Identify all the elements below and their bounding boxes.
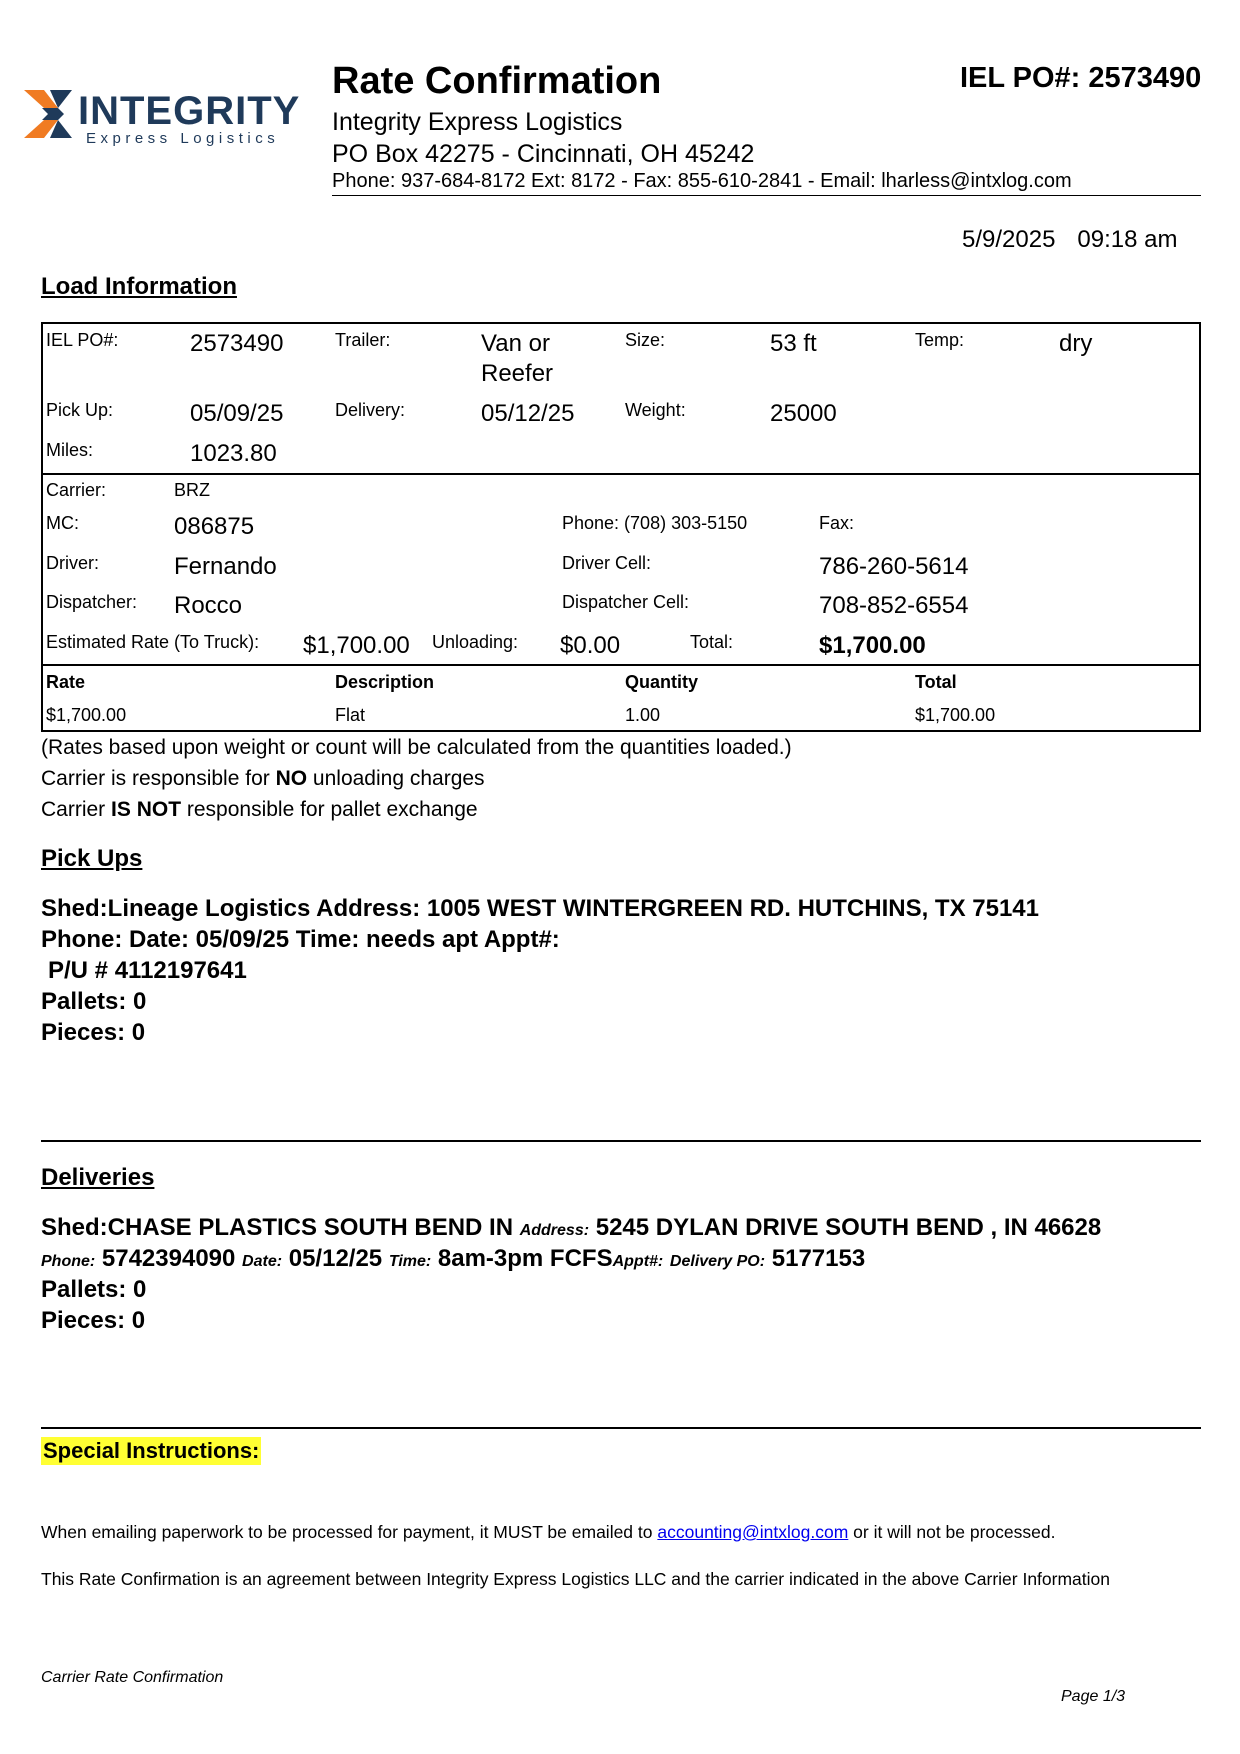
total-cell: $1,700.00 [915, 705, 996, 725]
driver-cell-label: Driver Cell: [562, 553, 652, 573]
payment-email-post: or it will not be processed. [848, 1522, 1056, 1542]
deliveries-heading: Deliveries [41, 1164, 155, 1191]
delivery-time-label: Time: [388, 1253, 432, 1270]
dispatcher-value: Rocco [174, 592, 243, 619]
rate-table [41, 664, 1201, 732]
pickup-label: Pick Up: [46, 400, 114, 420]
logo-main-text: INTEGRITY [78, 89, 301, 133]
header-po-number: IEL PO#: 2573490 [960, 62, 1202, 94]
payment-email-note [41, 1522, 1055, 1543]
company-name: Integrity Express Logistics [332, 108, 623, 136]
logo-sub-text: Express Logistics [86, 130, 280, 147]
page-number: Page 1/3 [1061, 1688, 1126, 1705]
delivery-po: 5177153 [771, 1245, 866, 1272]
footer-document-name: Carrier Rate Confirmation [41, 1669, 224, 1686]
driver-label: Driver: [46, 553, 99, 573]
trailer-value-line1: Van or [481, 330, 550, 357]
temp-value: dry [1059, 330, 1093, 357]
miles-label: Miles: [46, 440, 94, 460]
delivery-address: 5245 DYLAN DRIVE SOUTH BEND , IN 46628 [595, 1214, 1102, 1241]
description-cell: Flat [335, 705, 366, 725]
deliveries-divider [41, 1427, 1201, 1429]
carrier-value: BRZ [174, 480, 210, 500]
weight-value: 25000 [770, 400, 837, 427]
dispatcher-cell-value: 708-852-6554 [819, 592, 969, 619]
delivery-date-label: Date: [242, 1253, 283, 1270]
pickup-pu-number: P/U # 4112197641 [48, 957, 247, 984]
rate-header: Rate [46, 672, 86, 692]
unloading-note-pre: Carrier is responsible for [41, 767, 276, 790]
company-address: PO Box 42275 - Cincinnati, OH 45242 [332, 140, 755, 168]
estimated-rate-value: $1,700.00 [303, 632, 410, 659]
issue-date: 5/9/2025 [962, 226, 1056, 253]
weight-label: Weight: [625, 400, 686, 420]
delivery-appt-label: Appt#: [612, 1253, 664, 1270]
accounting-email-link[interactable]: accounting@intxlog.com [657, 1522, 849, 1542]
pallet-note-post: responsible for pallet exchange [181, 798, 478, 821]
pallet-note [41, 798, 478, 822]
pickups-divider [41, 1140, 1201, 1142]
pickup-phone-line: Phone: Date: 05/09/25 Time: needs apt Appt#: [41, 926, 560, 953]
page-title: Rate Confirmation [332, 60, 662, 102]
unloading-note-bold: NO [275, 767, 308, 790]
carrier-label: Carrier: [46, 480, 107, 500]
miles-value: 1023.80 [190, 440, 277, 467]
driver-value: Fernando [174, 553, 277, 580]
delivery-po-label: Delivery PO: [669, 1253, 766, 1270]
carrier-phone: Phone: (708) 303-5150 [562, 513, 748, 533]
mc-label: MC: [46, 513, 79, 533]
delivery-date: 05/12/25 [288, 1245, 383, 1272]
company-logo [24, 84, 324, 154]
delivery-phone-line [41, 1245, 865, 1273]
mc-value: 086875 [174, 513, 255, 540]
trailer-label: Trailer: [335, 330, 391, 350]
delivery-pallets: Pallets: 0 [41, 1276, 147, 1303]
total-header: Total [915, 672, 957, 692]
payment-email-pre: When emailing paperwork to be processed for payment, it MUST be emailed to [41, 1522, 658, 1542]
total-value: $1,700.00 [819, 632, 926, 659]
pickup-value: 05/09/25 [190, 400, 284, 427]
agreement-note: This Rate Confirmation is an agreement between Integrity Express Logistics LLC and the carrier indicated in the above Carrier Information [41, 1569, 1111, 1589]
delivery-label: Delivery: [335, 400, 406, 420]
size-value: 53 ft [770, 330, 817, 357]
trailer-value-line2: Reefer [481, 360, 554, 387]
pickup-pieces: Pieces: 0 [41, 1019, 146, 1046]
description-header: Description [335, 672, 435, 692]
dispatcher-cell-label: Dispatcher Cell: [562, 592, 690, 612]
quantity-header: Quantity [625, 672, 699, 692]
header-divider [332, 195, 1201, 196]
carrier-fax-label: Fax: [819, 513, 855, 533]
rate-cell: $1,700.00 [46, 705, 127, 725]
delivery-shed-line [41, 1214, 1101, 1242]
company-contact: Phone: 937-684-8172 Ext: 8172 - Fax: 855-610-2841 - Email: lharless@intxlog.com [332, 170, 1072, 192]
driver-cell-value: 786-260-5614 [819, 553, 969, 580]
pallet-note-bold: IS NOT [111, 798, 182, 821]
temp-label: Temp: [915, 330, 965, 350]
unloading-note-post: unloading charges [307, 767, 485, 790]
delivery-value: 05/12/25 [481, 400, 575, 427]
delivery-pieces: Pieces: 0 [41, 1307, 146, 1334]
pickup-shed-line: Shed:Lineage Logistics Address: 1005 WEST WINTERGREEN RD. HUTCHINS, TX 75141 [41, 895, 1039, 922]
delivery-phone-label: Phone: [41, 1253, 96, 1270]
iel-po-label: IEL PO#: [46, 330, 119, 350]
delivery-time: 8am-3pm FCFS [437, 1245, 613, 1272]
pickup-pallets: Pallets: 0 [41, 988, 147, 1015]
special-instructions-heading: Special Instructions: [43, 1438, 260, 1463]
size-label: Size: [625, 330, 666, 350]
rates-note: (Rates based upon weight or count will be calculated from the quantities loaded.) [41, 736, 792, 759]
pallet-note-pre: Carrier [41, 798, 112, 821]
quantity-cell: 1.00 [625, 705, 661, 725]
delivery-phone: 5742394090 [101, 1245, 236, 1272]
total-label: Total: [690, 632, 734, 652]
estimated-rate-label: Estimated Rate (To Truck): [46, 632, 260, 652]
delivery-shed: Shed:CHASE PLASTICS SOUTH BEND IN [41, 1214, 514, 1241]
integrity-logo-icon [24, 84, 324, 154]
unloading-value: $0.00 [560, 632, 621, 659]
pickups-heading: Pick Ups [41, 845, 143, 872]
dispatcher-label: Dispatcher: [46, 592, 138, 612]
unloading-label: Unloading: [432, 632, 519, 652]
delivery-address-label: Address: [519, 1222, 590, 1239]
load-information-heading: Load Information [41, 273, 237, 300]
issue-time: 09:18 am [1077, 226, 1178, 253]
unloading-note [41, 767, 485, 791]
iel-po-value: 2573490 [190, 330, 284, 357]
issue-datetime [962, 226, 1178, 254]
